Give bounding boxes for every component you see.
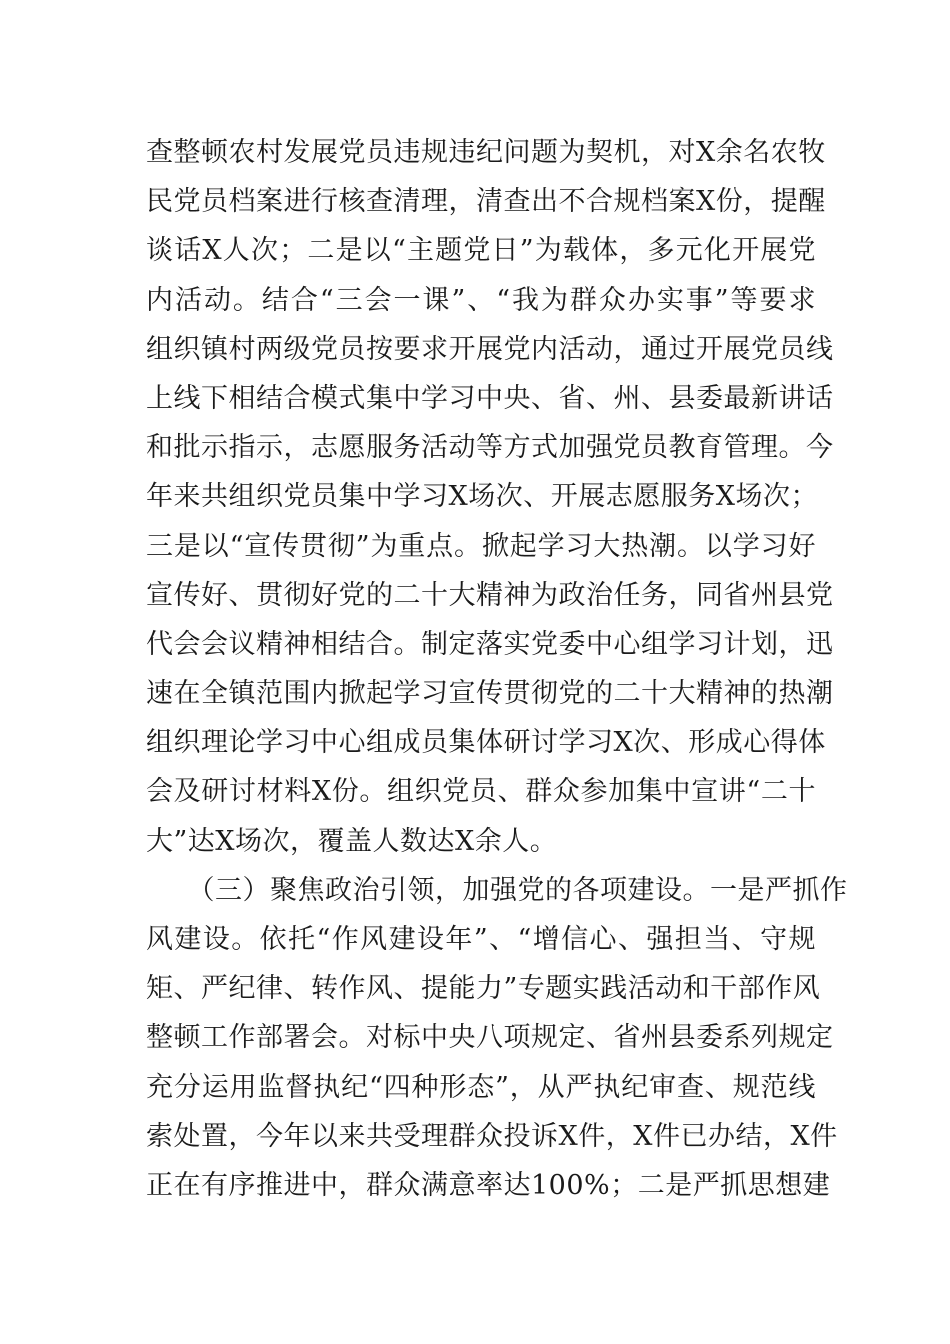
text-line: （三）聚焦政治引领，加强党的各项建设。一是严抓作 [146,874,848,906]
text-line: 谈话X人次；二是以“主题党日”为载体，多元化开展党 [146,235,816,267]
text-line: 矩、严纪律、转作风、提能力”专题实践活动和干部作风 [146,973,821,1005]
text-line: 索处置，今年以来共受理群众投诉X件，X件已办结，X件 [146,1120,838,1152]
text-line: 速在全镇范围内掀起学习宣传贯彻党的二十大精神的热潮 [146,678,834,710]
text-line: 三是以“宣传贯彻”为重点。掀起学习大热潮。以学习好 [146,530,816,562]
text-line: 充分运用监督执纪“四种形态”，从严执纪审查、规范线 [146,1071,816,1103]
text-line: 代会会议精神相结合。制定落实党委中心组学习计划，迅 [146,628,834,660]
text-line: 风建设。依托“作风建设年”、“增信心、强担当、守规 [146,924,816,955]
text-line: 正在有序推进中，群众满意率达100%；二是严抓思想建 [146,1169,831,1201]
text-line: 组织理论学习中心组成员集体研讨学习X次、形成心得体 [146,727,826,759]
text-line: 大”达X场次，覆盖人数达X余人。 [146,825,558,857]
text-line: 查整顿农村发展党员违规违纪问题为契机，对X余名农牧 [146,137,826,168]
text-line: 上线下相结合模式集中学习中央、省、州、县委最新讲话 [146,382,834,414]
text-line: 年来共组织党员集中学习X场次、开展志愿服务X场次； [146,481,818,513]
text-line: 整顿工作部署会。对标中央八项规定、省州县委系列规定 [146,1022,834,1054]
body-text [146,128,848,1210]
text-line: 民党员档案进行核查清理，清查出不合规档案X份，提醒 [146,186,826,218]
text-line: 组织镇村两级党员按要求开展党内活动，通过开展党员线 [146,333,834,365]
text-line: 内活动。结合“三会一课”、“我为群众办实事”等要求 [146,284,816,316]
text-line: 会及研讨材料X份。组织党员、群众参加集中宣讲“二十 [146,776,816,808]
text-line: 和批示指示，志愿服务活动等方式加强党员教育管理。今 [146,432,834,464]
text-line: 宣传好、贯彻好党的二十大精神为政治任务，同省州县党 [146,579,834,611]
